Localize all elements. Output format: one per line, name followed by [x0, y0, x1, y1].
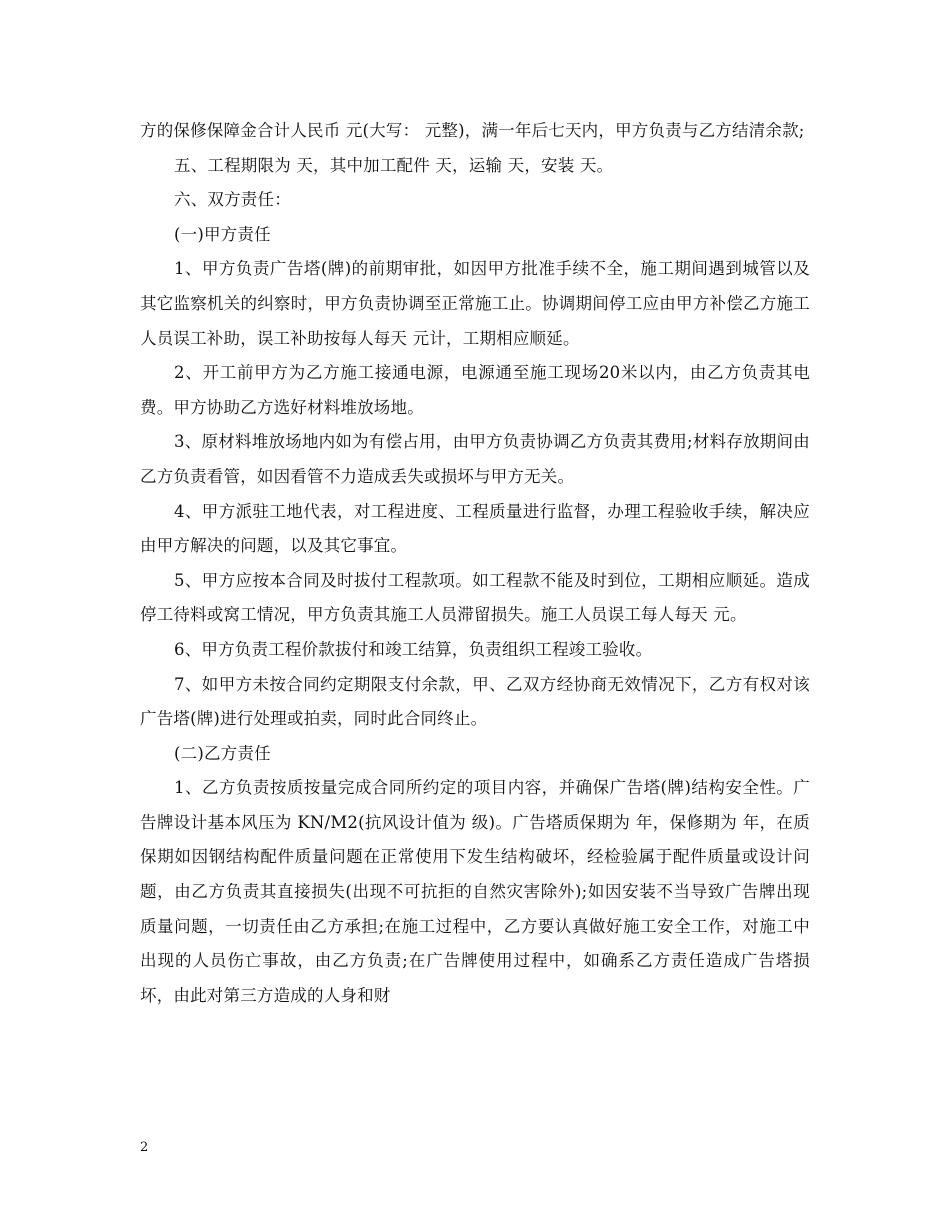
- paragraph-7: 3、原材料堆放场地内如为有偿占用，由甲方负责协调乙方负责其费用;材料存放期间由乙方负责看管，如因看管不力造成丢失或损坏与甲方无关。: [140, 432, 810, 486]
- paragraph-13: 1、乙方负责按质按量完成合同所约定的项目内容，并确保广告塔(牌)结构安全性。广告牌设计基本风压为 KN/M2(抗风设计值为 级)。广告塔质保期为 年，保修期为 年，在质保期如因钢结构配件质量问题在正常使用下发生结构破坏，经检验属于配件质量或设计问题，由乙方负责其直接损失(出现不可抗拒的自然灾害除外);如因安装不当导致广告牌出现质量问题，一切责任由乙方承担;在施工过程中，乙方要认真做好施工安全工作，对施工中出现的人员伤亡事故，由乙方负责;在广告牌使用过程中，如确系乙方责任造成广告塔损坏，由此对第三方造成的人身和财: [140, 778, 810, 1005]
- paragraph-12: (二)乙方责任: [174, 743, 271, 763]
- document-body: [140, 114, 810, 1013]
- paragraph-10: 6、甲方负责工程价款拔付和竣工结算，负责组织工程竣工验收。: [174, 639, 653, 659]
- paragraph-11: 7、如甲方未按合同约定期限支付余款，甲、乙双方经协商无效情况下，乙方有权对该广告塔(牌)进行处理或拍卖，同时此合同终止。: [140, 674, 810, 729]
- paragraph-3: 六、双方责任：: [174, 190, 291, 210]
- paragraph-9: 5、甲方应按本合同及时拔付工程款项。如工程款不能及时到位，工期相应顺延。造成停工待料或窝工情况，甲方负责其施工人员滞留损失。施工人员误工每人每天 元。: [140, 570, 810, 625]
- paragraph-6: 2、开工前甲方为乙方施工接通电源，电源通至施工现场20米以内，由乙方负责其电费。甲方协助乙方选好材料堆放场地。: [140, 363, 810, 417]
- paragraph-8: 4、甲方派驻工地代表，对工程进度、工程质量进行监督，办理工程验收手续，解决应由甲方解决的问题，以及其它事宜。: [140, 501, 810, 556]
- page-number: 2: [140, 1140, 149, 1155]
- paragraph-5: 1、甲方负责广告塔(牌)的前期审批，如因甲方批准手续不全，施工期间遇到城管以及其它监察机关的纠察时，甲方负责协调至正常施工止。协调期间停工应由甲方补偿乙方施工人员误工补助，误工补助按每人每天 元计，工期相应顺延。: [140, 259, 810, 348]
- paragraph-2: 五、工程期限为 天，其中加工配件 天，运输 天，安装 天。: [174, 155, 614, 175]
- paragraph-4: (一)甲方责任: [174, 224, 271, 244]
- paragraph-1: 方的保修保障金合计人民币 元(大写： 元整)，满一年后七天内，甲方负责与乙方结清余款;: [140, 121, 805, 140]
